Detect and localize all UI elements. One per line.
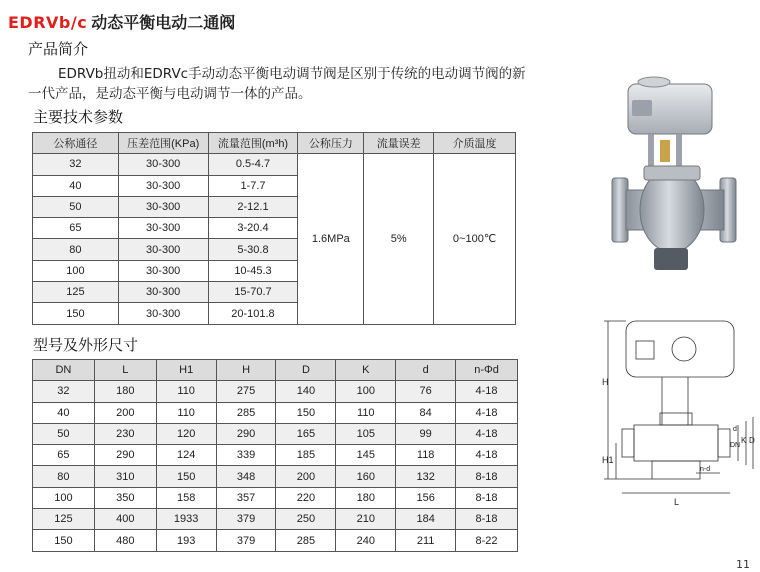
dims-cell: 240	[336, 530, 396, 551]
tech-cell-flow-range: 1-7.7	[208, 175, 298, 196]
dims-header-cell: n-Φd	[456, 360, 518, 381]
dims-cell: 124	[156, 445, 216, 466]
tech-cell-flow-range: 3-20.4	[208, 218, 298, 239]
dims-table	[32, 359, 518, 552]
dims-cell: 84	[396, 402, 456, 423]
dims-cell: 357	[216, 487, 276, 508]
dims-header-cell: D	[276, 360, 336, 381]
dims-cell: 480	[94, 530, 156, 551]
dims-header-cell: H1	[156, 360, 216, 381]
tech-cell-dn: 100	[33, 260, 119, 281]
dims-cell: 65	[33, 445, 95, 466]
dim-h-label: H	[602, 377, 609, 387]
table-row	[33, 509, 518, 530]
dims-cell: 290	[216, 423, 276, 444]
dims-header-cell: L	[94, 360, 156, 381]
dims-cell: 4-18	[456, 423, 518, 444]
dim-dn-label: DN	[730, 442, 741, 449]
dims-cell: 150	[33, 530, 95, 551]
dims-cell: 100	[336, 381, 396, 402]
dims-cell: 125	[33, 509, 95, 530]
dims-cell: 165	[276, 423, 336, 444]
dims-cell: 8-22	[456, 530, 518, 551]
tech-cell-dn: 80	[33, 239, 119, 260]
dims-cell: 4-18	[456, 445, 518, 466]
dims-cell: 50	[33, 423, 95, 444]
dims-cell: 110	[336, 402, 396, 423]
intro-heading: 产品简介	[28, 40, 89, 58]
dims-cell: 158	[156, 487, 216, 508]
dims-header-cell: H	[216, 360, 276, 381]
dims-cell: 220	[276, 487, 336, 508]
table-row	[33, 530, 518, 551]
tech-header-cell: 介质温度	[434, 133, 516, 154]
model-name: 动态平衡电动二通阀	[91, 13, 236, 32]
dims-cell: 76	[396, 381, 456, 402]
dims-cell: 105	[336, 423, 396, 444]
dims-cell: 348	[216, 466, 276, 487]
page-number: 11	[736, 558, 750, 571]
dims-cell: 8-18	[456, 466, 518, 487]
dims-cell: 100	[33, 487, 95, 508]
dims-cell: 310	[94, 466, 156, 487]
dims-cell: 110	[156, 402, 216, 423]
tech-header-cell: 压差范围(KPa)	[118, 133, 208, 154]
table-row	[33, 402, 518, 423]
dims-cell: 285	[216, 402, 276, 423]
tech-header-cell: 流量范围(m³h)	[208, 133, 298, 154]
tech-cell-pressure-diff: 30-300	[118, 154, 208, 175]
valve-photo	[600, 70, 760, 280]
dims-cell: 1933	[156, 509, 216, 530]
table-row	[33, 445, 518, 466]
dim-n-phid-label: n-d	[700, 466, 711, 473]
dims-cell: 132	[396, 466, 456, 487]
dim-d-big-label: D	[749, 436, 755, 445]
dims-cell: 4-18	[456, 381, 518, 402]
dims-cell: 110	[156, 381, 216, 402]
tech-table	[32, 132, 516, 325]
dims-cell: 4-18	[456, 402, 518, 423]
tech-cell-pressure-diff: 30-300	[118, 218, 208, 239]
dims-cell: 350	[94, 487, 156, 508]
dims-cell: 230	[94, 423, 156, 444]
dim-l-label: L	[674, 497, 680, 507]
dims-cell: 211	[396, 530, 456, 551]
dims-cell: 180	[94, 381, 156, 402]
tech-cell-medium-temp: 0~100℃	[434, 154, 516, 324]
tech-cell-flow-range: 10-45.3	[208, 260, 298, 281]
model-code: EDRVb/c	[8, 13, 88, 32]
dims-cell: 210	[336, 509, 396, 530]
tech-header-cell: 公称压力	[298, 133, 364, 154]
dims-cell: 160	[336, 466, 396, 487]
dims-cell: 250	[276, 509, 336, 530]
dims-cell: 379	[216, 509, 276, 530]
tech-cell-pressure-diff: 30-300	[118, 282, 208, 303]
dims-cell: 185	[276, 445, 336, 466]
dim-d-small-label: d	[733, 426, 737, 433]
dims-cell: 290	[94, 445, 156, 466]
tech-cell-flow-range: 0.5-4.7	[208, 154, 298, 175]
tech-cell-pressure-diff: 30-300	[118, 175, 208, 196]
tech-cell-dn: 50	[33, 196, 119, 217]
dims-header-cell: DN	[33, 360, 95, 381]
table-row	[33, 154, 516, 175]
tech-cell-flow-range: 15-70.7	[208, 282, 298, 303]
dims-cell: 285	[276, 530, 336, 551]
dimension-drawing	[596, 313, 760, 559]
tech-cell-pressure-diff: 30-300	[118, 303, 208, 324]
tech-heading: 主要技术参数	[33, 108, 124, 126]
dims-cell: 193	[156, 530, 216, 551]
dims-cell: 32	[33, 381, 95, 402]
dims-cell: 275	[216, 381, 276, 402]
tech-cell-flow-error: 5%	[364, 154, 434, 324]
dims-cell: 200	[94, 402, 156, 423]
dims-cell: 145	[336, 445, 396, 466]
tech-cell-nominal-pressure: 1.6MPa	[298, 154, 364, 324]
tech-cell-dn: 125	[33, 282, 119, 303]
tech-cell-pressure-diff: 30-300	[118, 260, 208, 281]
drawing-actuator	[626, 321, 734, 377]
dims-cell: 8-18	[456, 487, 518, 508]
dims-header-cell: d	[396, 360, 456, 381]
table-row	[33, 423, 518, 444]
dims-cell: 200	[276, 466, 336, 487]
dims-cell: 379	[216, 530, 276, 551]
dims-cell: 118	[396, 445, 456, 466]
dims-cell: 150	[156, 466, 216, 487]
tech-header-cell: 流量误差	[364, 133, 434, 154]
dims-cell: 339	[216, 445, 276, 466]
dim-h1-label: H1	[602, 455, 614, 465]
page-title	[8, 10, 235, 33]
tech-cell-pressure-diff: 30-300	[118, 239, 208, 260]
dims-cell: 184	[396, 509, 456, 530]
table-row	[33, 381, 518, 402]
table-row	[33, 466, 518, 487]
dims-cell: 120	[156, 423, 216, 444]
dims-cell: 400	[94, 509, 156, 530]
dims-header-cell: K	[336, 360, 396, 381]
dims-cell: 80	[33, 466, 95, 487]
dims-cell: 8-18	[456, 509, 518, 530]
dims-header-row	[33, 360, 518, 381]
dims-cell: 156	[396, 487, 456, 508]
intro-paragraph: EDRVb扭动和EDRVc手动动态平衡电动调节阀是区别于传统的电动调节阀的新一代产品，是动态平衡与电动调节一体的产品。	[28, 66, 526, 102]
tech-cell-dn: 40	[33, 175, 119, 196]
tech-header-cell: 公称通径	[33, 133, 119, 154]
tech-cell-dn: 32	[33, 154, 119, 175]
tech-cell-dn: 65	[33, 218, 119, 239]
dims-cell: 180	[336, 487, 396, 508]
dims-cell: 140	[276, 381, 336, 402]
tech-cell-flow-range: 5-30.8	[208, 239, 298, 260]
tech-cell-dn: 150	[33, 303, 119, 324]
dims-cell: 40	[33, 402, 95, 423]
dims-cell: 150	[276, 402, 336, 423]
tech-cell-flow-range: 2-12.1	[208, 196, 298, 217]
table-row	[33, 487, 518, 508]
dims-heading: 型号及外形尺寸	[33, 336, 139, 354]
dims-cell: 99	[396, 423, 456, 444]
dim-k-label: K	[741, 436, 747, 445]
tech-header-row	[33, 133, 516, 154]
tech-cell-flow-range: 20-101.8	[208, 303, 298, 324]
tech-cell-pressure-diff: 30-300	[118, 196, 208, 217]
